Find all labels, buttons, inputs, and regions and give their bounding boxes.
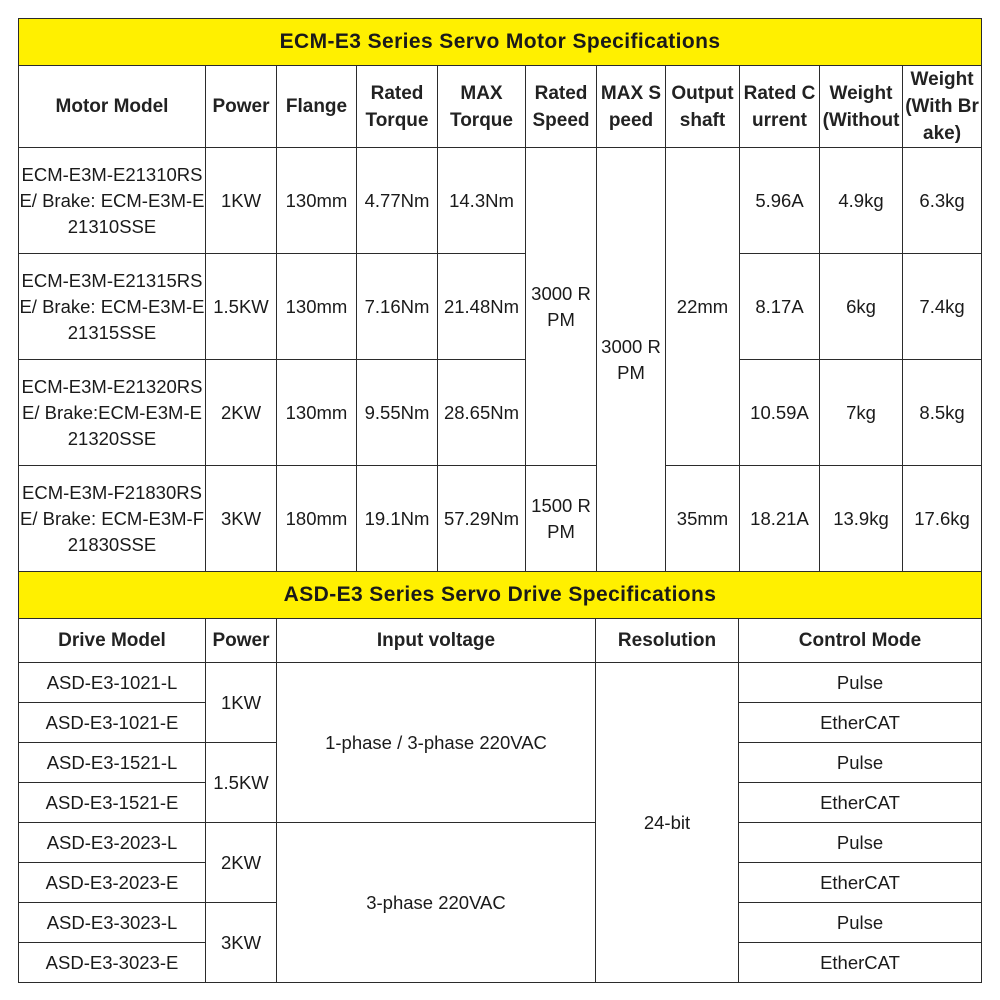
motor-model-cell: ECM-E3M-F21830RSE/ Brake: ECM-E3M-F21830SSE xyxy=(19,466,206,572)
max-torque-cell: 14.3Nm xyxy=(438,148,526,254)
flange-cell: 180mm xyxy=(277,466,357,572)
control-mode-cell: EtherCAT xyxy=(739,783,982,823)
drive-section-title: ASD-E3 Series Servo Drive Specifications xyxy=(19,572,982,619)
weight-with-cell: 8.5kg xyxy=(903,360,982,466)
header-max-torque: MAX Torque xyxy=(438,66,526,148)
rated-current-cell: 8.17A xyxy=(740,254,820,360)
header-drive-power: Power xyxy=(206,619,277,663)
max-torque-cell: 57.29Nm xyxy=(438,466,526,572)
drive-model-cell: ASD-E3-1021-E xyxy=(19,703,206,743)
control-mode-cell: EtherCAT xyxy=(739,863,982,903)
flange-cell: 130mm xyxy=(277,254,357,360)
header-rated-torque: Rated Torque xyxy=(357,66,438,148)
drive-power-cell: 3KW xyxy=(206,903,277,983)
rated-current-cell: 10.59A xyxy=(740,360,820,466)
weight-with-cell: 6.3kg xyxy=(903,148,982,254)
output-shaft-cell: 22mm xyxy=(666,148,740,466)
max-torque-cell: 28.65Nm xyxy=(438,360,526,466)
weight-with-cell: 17.6kg xyxy=(903,466,982,572)
motor-model-cell: ECM-E3M-E21315RSE/ Brake: ECM-E3M-E21315SSE xyxy=(19,254,206,360)
rated-current-cell: 5.96A xyxy=(740,148,820,254)
header-power: Power xyxy=(206,66,277,148)
rated-speed-cell: 3000 RPM xyxy=(526,148,597,466)
header-output-shaft: Output shaft xyxy=(666,66,740,148)
drive-model-cell: ASD-E3-1021-L xyxy=(19,663,206,703)
control-mode-cell: EtherCAT xyxy=(739,943,982,983)
weight-without-cell: 13.9kg xyxy=(820,466,903,572)
drive-model-cell: ASD-E3-2023-E xyxy=(19,863,206,903)
motor-spec-table xyxy=(18,18,982,572)
power-cell: 2KW xyxy=(206,360,277,466)
motor-model-cell: ECM-E3M-E21320RSE/ Brake:ECM-E3M-E21320SSE xyxy=(19,360,206,466)
control-mode-cell: Pulse xyxy=(739,743,982,783)
header-resolution: Resolution xyxy=(596,619,739,663)
header-rated-speed: Rated Speed xyxy=(526,66,597,148)
input-voltage-cell: 3-phase 220VAC xyxy=(277,823,596,983)
header-max-speed: MAX Speed xyxy=(597,66,666,148)
weight-with-cell: 7.4kg xyxy=(903,254,982,360)
control-mode-cell: Pulse xyxy=(739,903,982,943)
power-cell: 1KW xyxy=(206,148,277,254)
drive-model-cell: ASD-E3-1521-E xyxy=(19,783,206,823)
control-mode-cell: Pulse xyxy=(739,823,982,863)
input-voltage-cell: 1-phase / 3-phase 220VAC xyxy=(277,663,596,823)
rated-torque-cell: 7.16Nm xyxy=(357,254,438,360)
drive-power-cell: 1KW xyxy=(206,663,277,743)
drive-model-cell: ASD-E3-3023-E xyxy=(19,943,206,983)
rated-current-cell: 18.21A xyxy=(740,466,820,572)
header-motor-model: Motor Model xyxy=(19,66,206,148)
flange-cell: 130mm xyxy=(277,360,357,466)
control-mode-cell: EtherCAT xyxy=(739,703,982,743)
drive-power-cell: 1.5KW xyxy=(206,743,277,823)
rated-torque-cell: 4.77Nm xyxy=(357,148,438,254)
header-control-mode: Control Mode xyxy=(739,619,982,663)
motor-model-cell: ECM-E3M-E21310RSE/ Brake: ECM-E3M-E21310SSE xyxy=(19,148,206,254)
output-shaft-cell: 35mm xyxy=(666,466,740,572)
power-cell: 1.5KW xyxy=(206,254,277,360)
drive-model-cell: ASD-E3-2023-L xyxy=(19,823,206,863)
weight-without-cell: 4.9kg xyxy=(820,148,903,254)
header-input-voltage: Input voltage xyxy=(277,619,596,663)
rated-torque-cell: 9.55Nm xyxy=(357,360,438,466)
header-drive-model: Drive Model xyxy=(19,619,206,663)
header-weight-without-brake: Weight (Without xyxy=(820,66,903,148)
drive-power-cell: 2KW xyxy=(206,823,277,903)
drive-model-cell: ASD-E3-3023-L xyxy=(19,903,206,943)
weight-without-cell: 7kg xyxy=(820,360,903,466)
flange-cell: 130mm xyxy=(277,148,357,254)
resolution-cell: 24-bit xyxy=(596,663,739,983)
power-cell: 3KW xyxy=(206,466,277,572)
drive-spec-table xyxy=(18,571,982,983)
rated-speed-cell: 1500 RPM xyxy=(526,466,597,572)
header-rated-current: Rated Current xyxy=(740,66,820,148)
drive-model-cell: ASD-E3-1521-L xyxy=(19,743,206,783)
motor-section-title: ECM-E3 Series Servo Motor Specifications xyxy=(19,19,982,66)
header-flange: Flange xyxy=(277,66,357,148)
weight-without-cell: 6kg xyxy=(820,254,903,360)
max-speed-cell: 3000 RPM xyxy=(597,148,666,572)
rated-torque-cell: 19.1Nm xyxy=(357,466,438,572)
control-mode-cell: Pulse xyxy=(739,663,982,703)
max-torque-cell: 21.48Nm xyxy=(438,254,526,360)
header-weight-with-brake: Weight (With Brake) xyxy=(903,66,982,148)
